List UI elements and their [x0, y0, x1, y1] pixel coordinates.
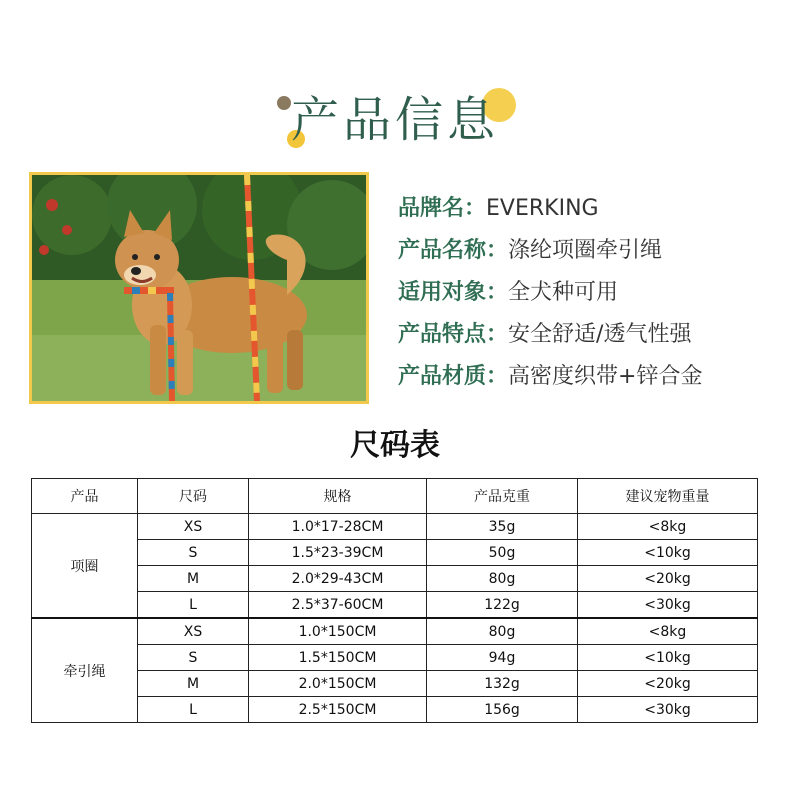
spec-cell: 1.5*150CM: [249, 645, 427, 671]
column-header: 产品克重: [427, 479, 578, 514]
product-cell: 牵引绳: [32, 618, 138, 723]
info-colon: ：: [486, 280, 509, 305]
spec-cell: 1.0*17-28CM: [249, 514, 427, 540]
table-row: [32, 592, 758, 619]
pet-weight-cell: <30kg: [578, 592, 758, 619]
pet-weight-cell: <8kg: [578, 618, 758, 645]
column-header: 建议宠物重量: [578, 479, 758, 514]
info-label: 产品名称: [398, 238, 487, 263]
table-header-row: [32, 479, 758, 514]
info-value: 涤纶项圈牵引绳: [508, 238, 663, 263]
size-cell: XS: [138, 618, 249, 645]
spec-cell: 2.5*150CM: [249, 697, 427, 723]
product-photo: [29, 172, 369, 404]
spec-cell: 2.5*37-60CM: [249, 592, 427, 619]
info-colon: ：: [464, 196, 487, 221]
info-label: 品牌名: [398, 196, 465, 221]
weight-cell: 50g: [427, 540, 578, 566]
spec-cell: 2.0*29-43CM: [249, 566, 427, 592]
pet-weight-cell: <10kg: [578, 540, 758, 566]
info-colon: ：: [486, 238, 509, 263]
column-header: 规格: [249, 479, 427, 514]
size-cell: S: [138, 645, 249, 671]
weight-cell: 156g: [427, 697, 578, 723]
pet-weight-cell: <20kg: [578, 671, 758, 697]
info-colon: ：: [486, 322, 509, 347]
size-cell: L: [138, 592, 249, 619]
info-value: EVERKING: [486, 196, 599, 221]
info-label: 产品特点: [398, 322, 487, 347]
pet-weight-cell: <10kg: [578, 645, 758, 671]
pet-weight-cell: <30kg: [578, 697, 758, 723]
column-header: 产品: [32, 479, 138, 514]
weight-cell: 80g: [427, 566, 578, 592]
page-title: 产品信息: [290, 92, 499, 148]
info-colon: ：: [486, 364, 509, 389]
pet-weight-cell: <8kg: [578, 514, 758, 540]
pet-weight-cell: <20kg: [578, 566, 758, 592]
spec-cell: 1.0*150CM: [249, 618, 427, 645]
weight-cell: 80g: [427, 618, 578, 645]
table-row: [32, 645, 758, 671]
size-table: [31, 478, 758, 723]
table-row: [32, 566, 758, 592]
dog-photo-illustration: [32, 175, 366, 401]
table-row: [32, 697, 758, 723]
info-label: 适用对象: [398, 280, 487, 305]
size-cell: M: [138, 566, 249, 592]
size-cell: XS: [138, 514, 249, 540]
size-cell: L: [138, 697, 249, 723]
weight-cell: 35g: [427, 514, 578, 540]
column-header: 尺码: [138, 479, 249, 514]
spec-cell: 1.5*23-39CM: [249, 540, 427, 566]
info-label: 产品材质: [398, 364, 487, 389]
size-cell: S: [138, 540, 249, 566]
title-section: [0, 82, 790, 162]
product-cell: 项圈: [32, 514, 138, 619]
weight-cell: 94g: [427, 645, 578, 671]
info-row-material: [398, 358, 778, 400]
table-row: [32, 618, 758, 645]
info-row-target: [398, 274, 778, 316]
info-row-product-name: [398, 232, 778, 274]
info-row-features: [398, 316, 778, 358]
table-row: [32, 540, 758, 566]
weight-cell: 122g: [427, 592, 578, 619]
size-table-title: 尺码表: [350, 428, 440, 463]
table-row: [32, 671, 758, 697]
info-value: 安全舒适/透气性强: [508, 322, 692, 347]
product-info-list: [398, 190, 778, 400]
table-row: [32, 514, 758, 540]
spec-cell: 2.0*150CM: [249, 671, 427, 697]
weight-cell: 132g: [427, 671, 578, 697]
info-value: 全犬种可用: [508, 280, 619, 305]
size-cell: M: [138, 671, 249, 697]
info-value: 高密度织带+锌合金: [508, 364, 703, 389]
info-row-brand: [398, 190, 778, 232]
